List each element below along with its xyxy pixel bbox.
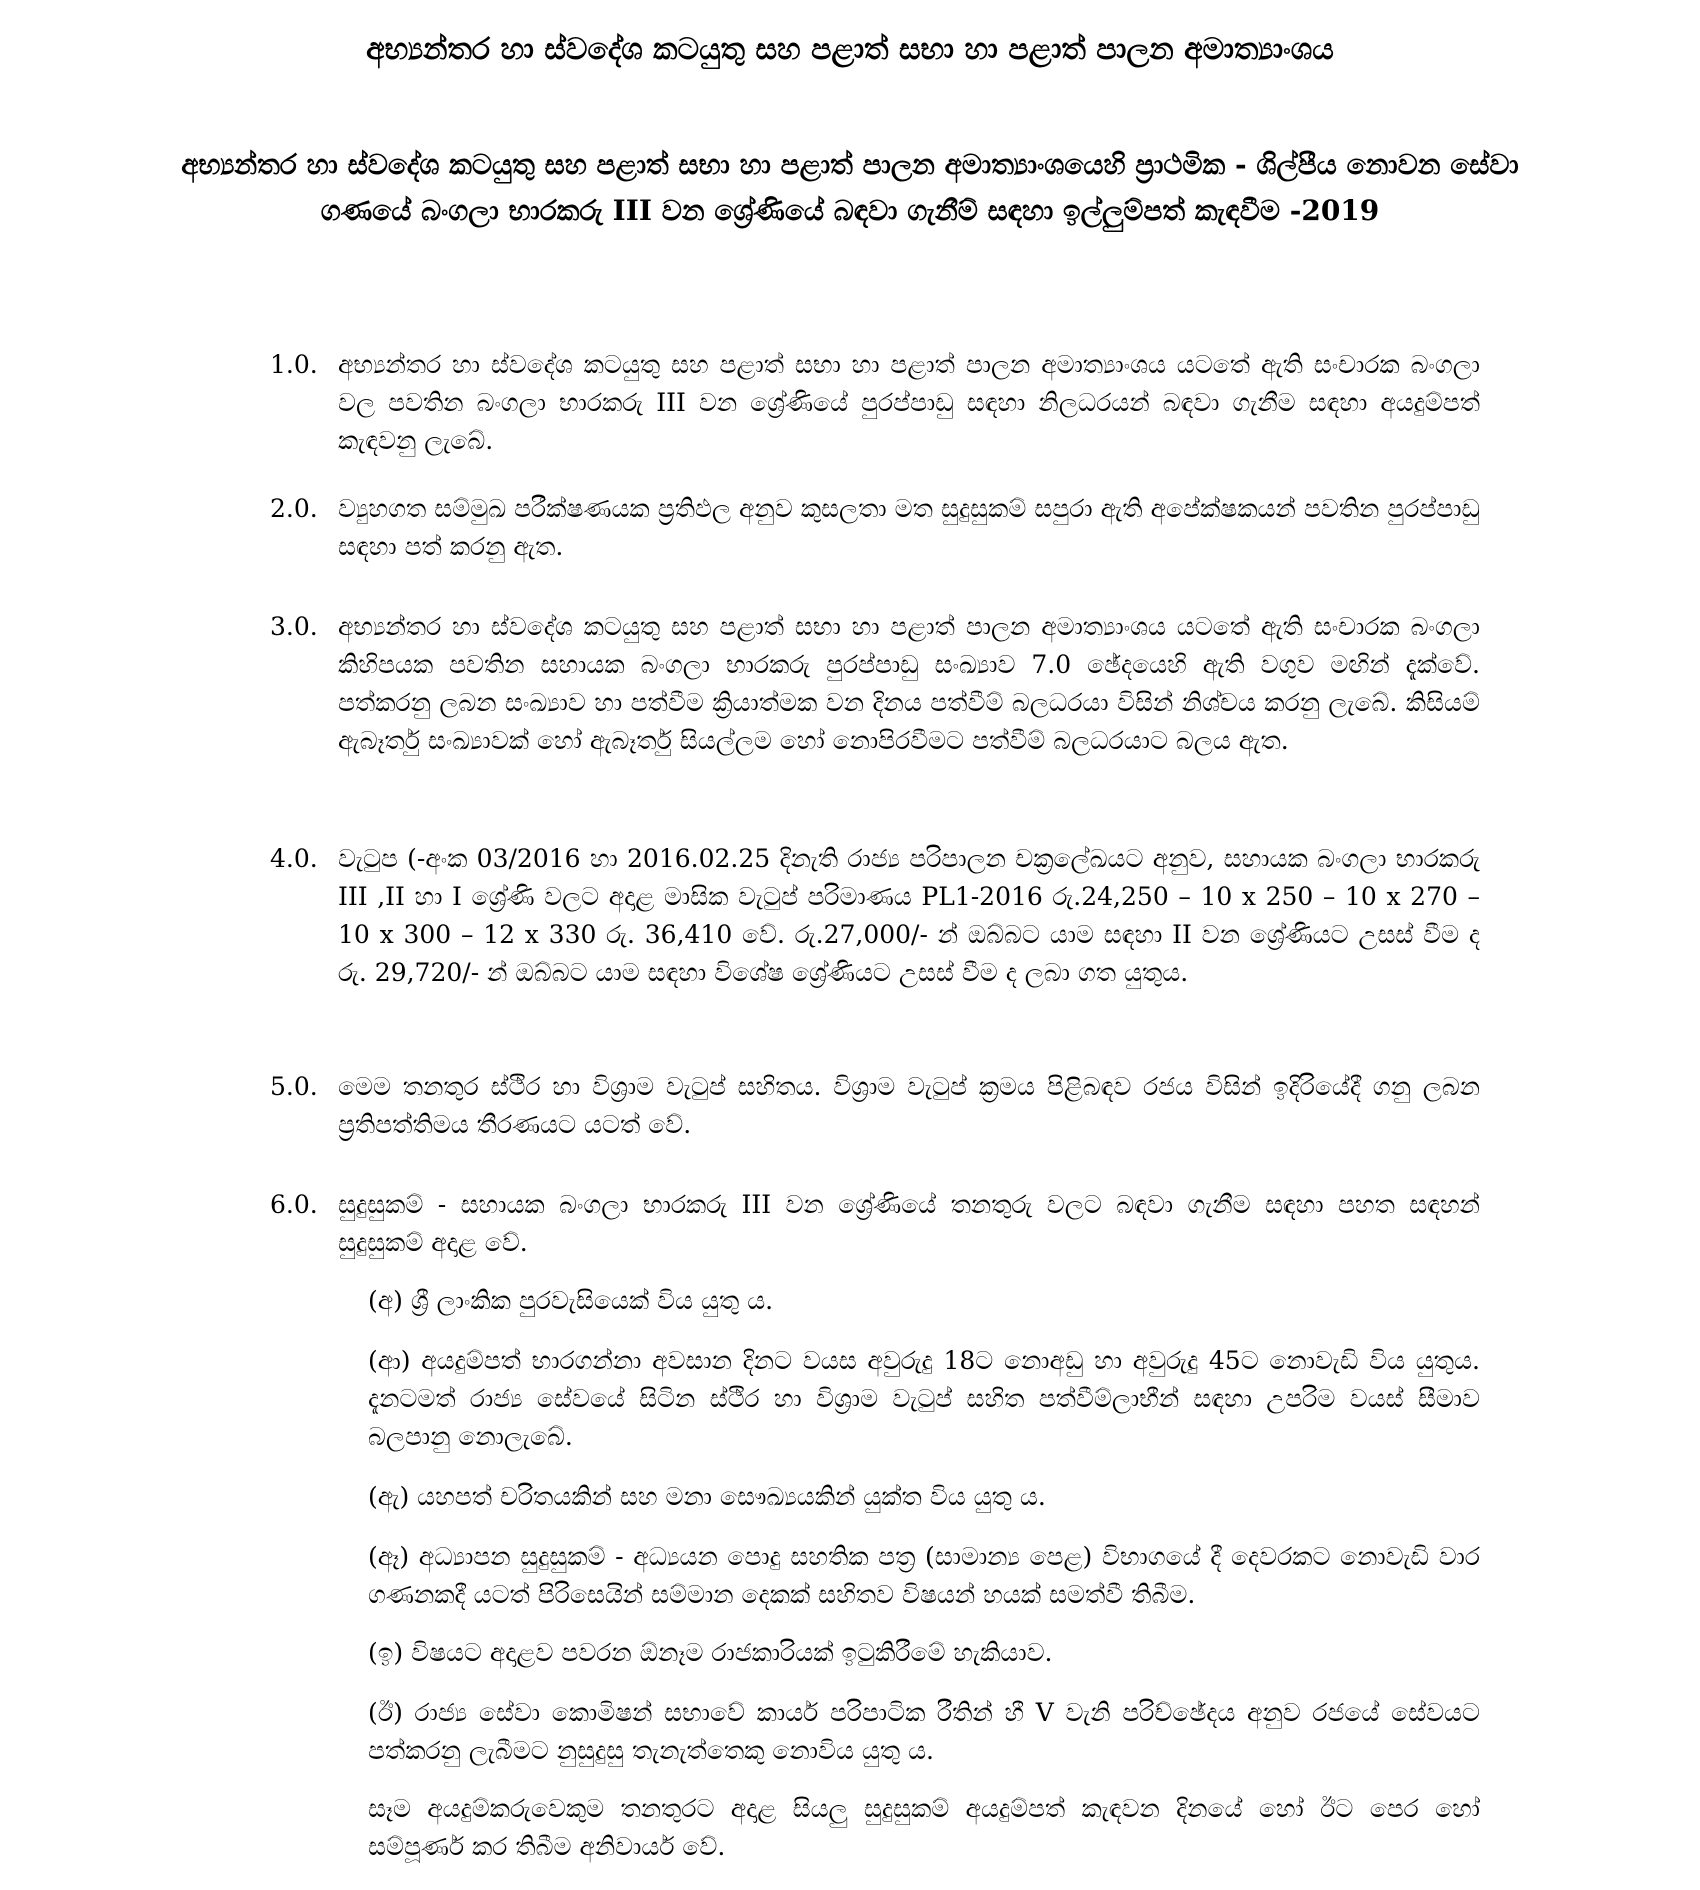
section-number: 1.0. — [270, 350, 318, 379]
section-text: ව්‍යුහගත සම්මුඛ පරීක්ෂණයක ප්‍රතිඵල අනුව කුසලතා මත සුදුසුකම් සපුරා ඇති අපේක්ෂකයන් පවතින පුරප්පාඩු සඳහා පත් කරනු ඇත. — [338, 494, 1480, 561]
qualification-a: (අ) ශ්‍රී ලාංකික පුරවැසියෙක් විය යුතු ය. — [368, 1286, 774, 1315]
qualification-i: (ඉ) විෂයට අදාළව පවරන ඕනෑම රාජකාරියක් ඉටුකිරීමේ හැකියාව. — [368, 1638, 1053, 1667]
section-number: 4.0. — [270, 844, 318, 873]
section-6 — [270, 1186, 1480, 1262]
section-number: 3.0. — [270, 612, 318, 641]
qualification-ae: (ඇ) යහපත් චරිතයකින් සහ මනා සෞඛ්‍යයකින් යුක්ත විය යුතු ය. — [368, 1482, 1046, 1511]
section-3 — [270, 608, 1480, 760]
section-4 — [270, 840, 1480, 992]
section-text: සුදුසුකම් - සහායක බංගලා භාරකරු III වන ශ්‍රේණියේ තනතුරු වලට බඳවා ගැනීම සඳහා පහත සඳහන් සුදුසුකම් අදාළ වේ. — [338, 1190, 1480, 1257]
section-text: අභ්‍යන්තර හා ස්වදේශ කටයුතු සහ පළාත් සභා හා පළාත් පාලන අමාත්‍යාංශය යටතේ ඇති සංචාරක බංගලා කිහිපයක පවතින සහායක බංගලා භාරකරු පුරප්පාඩු සංඛ්‍යාව 7.0 ඡේදයෙහි ඇති වගුව මඟින් දැක්වේ. පත්කරනු ලබන සංඛ්‍යාව හා පත්වීම ක්‍රියාත්මක වන දිනය පත්වීම් බලධරයා විසින් නිශ්චය කරනු ලැබේ. කිසියම් ඇබෑර්තු සංඛ්‍යාවක් හෝ ඇබෑර්තු සියල්ලම හෝ නොපිරවීමට පත්වීම් බලධරයාට බලය ඇත. — [338, 612, 1480, 755]
qualification-aa: (ආ) අයදුම්පත් භාරගන්නා අවසාන දිනට වයස අවුරුදු 18ට නොඅඩු හා අවුරුදු 45ට නොවැඩි විය යුතුය. දැනටමත් රාජ්‍ය සේවයේ සිටින ස්ථිර හා විශ්‍රාම වැටුප් සහිත පත්වීම්ලාභීන් සඳහා උපරිම වයස් සීමාව බලපානු නොලැබේ. — [368, 1346, 1480, 1451]
section-text: මෙම තනතුර ස්ථිර හා විශ්‍රාම වැටුප් සහිතය. විශ්‍රාම වැටුප් ක්‍රමය පිළිබඳව රජය විසින් ඉදිරියේදී ගනු ලබන ප්‍රතිපත්තිමය තීරණයට යටත් වේ. — [338, 1072, 1480, 1139]
section-text: වැටුප (-අංක 03/2016 හා 2016.02.25 දිනැති රාජ්‍ය පරිපාලන චක්‍රලේඛයට අනුව, සහායක බංගලා භාරකරු III ,II හා I ශ්‍රේණි වලට අදාළ මාසික වැටුප් පරිමාණය PL1-2016 රු.24,250 – 10 x 250 – 10 x 270 – 10 x 300 – 12 x 330 රු. 36,410 වේ. රු.27,000/- න් ඔබ්බට යාම සඳහා II වන ශ්‍රේණියට උසස් වීම ද රු. 29,720/- න් ඔබ්බට යාම සඳහා විශේෂ ශ්‍රේණියට උසස් වීම ද ලබා ගත යුතුය. — [338, 844, 1480, 987]
section-1 — [270, 346, 1480, 460]
section-number: 5.0. — [270, 1072, 318, 1101]
section-2 — [270, 490, 1480, 566]
section-5 — [270, 1068, 1480, 1144]
qualification-note: සෑම අයදුම්කරුවෙකුම තනතුරට අදාළ සියලු සුදුසුකම් අයදුම්පත් කැඳවන දිනයේ හෝ ඊට පෙර හෝ සම්පූර්ණ කර තිබීම අනිවාර්ය වේ. — [368, 1794, 1480, 1861]
ministry-title: අභ්‍යන්තර හා ස්වදේශ කටයුතු සහ පළාත් සභා හා පළාත් පාලන අමාත්‍යාංශය — [366, 32, 1334, 67]
qualification-aae: (ඈ) අධ්‍යාපන සුදුසුකම් - අධ්‍යයන පොදු සහතික පත්‍ර (සාමාන්‍ය පෙළ) විභාගයේ දී දෙවරකට නොවැඩි වාර ගණනකදී යටත් පිරිසෙයින් සම්මාන දෙකක් සහිතව විෂයන් හයක් සමත්වී තිබීම. — [368, 1542, 1480, 1609]
section-number: 6.0. — [270, 1190, 318, 1219]
notice-title: අභ්‍යන්තර හා ස්වදේශ කටයුතු සහ පළාත් සභා හා පළාත් පාලන අමාත්‍යාංශයෙහි ප්‍රාථමික - ශිල්පීය නොවන සේවා ගණයේ බංගලා භාරකරු III වන ශ්‍රේණියේ බඳවා ගැනීම් සඳහා ඉල්ලුම්පත් කැඳවීම -2019 — [181, 148, 1519, 227]
qualification-ii: (ඊ) රාජ්‍ය සේවා කොමිෂන් සභාවේ කාර්ය පරිපාටික රීතින් හී V වැනි පරිච්ඡේදය අනුව රජයේ සේවයට පත්කරනු ලැබීමට නුසුදුසු තැනැත්තෙකු නොවිය යුතු ය. — [368, 1698, 1480, 1765]
section-number: 2.0. — [270, 494, 318, 523]
section-text: අභ්‍යන්තර හා ස්වදේශ කටයුතු සහ පළාත් සභා හා පළාත් පාලන අමාත්‍යාංශය යටතේ ඇති සංචාරක බංගලා වල පවතින බංගලා භාරකරු III වන ශ්‍රේණියේ පුරප්පාඩු සඳහා නිලධරයන් බඳවා ගැනීම සඳහා අයදුම්පත් කැඳවනු ලැබේ. — [338, 350, 1480, 455]
